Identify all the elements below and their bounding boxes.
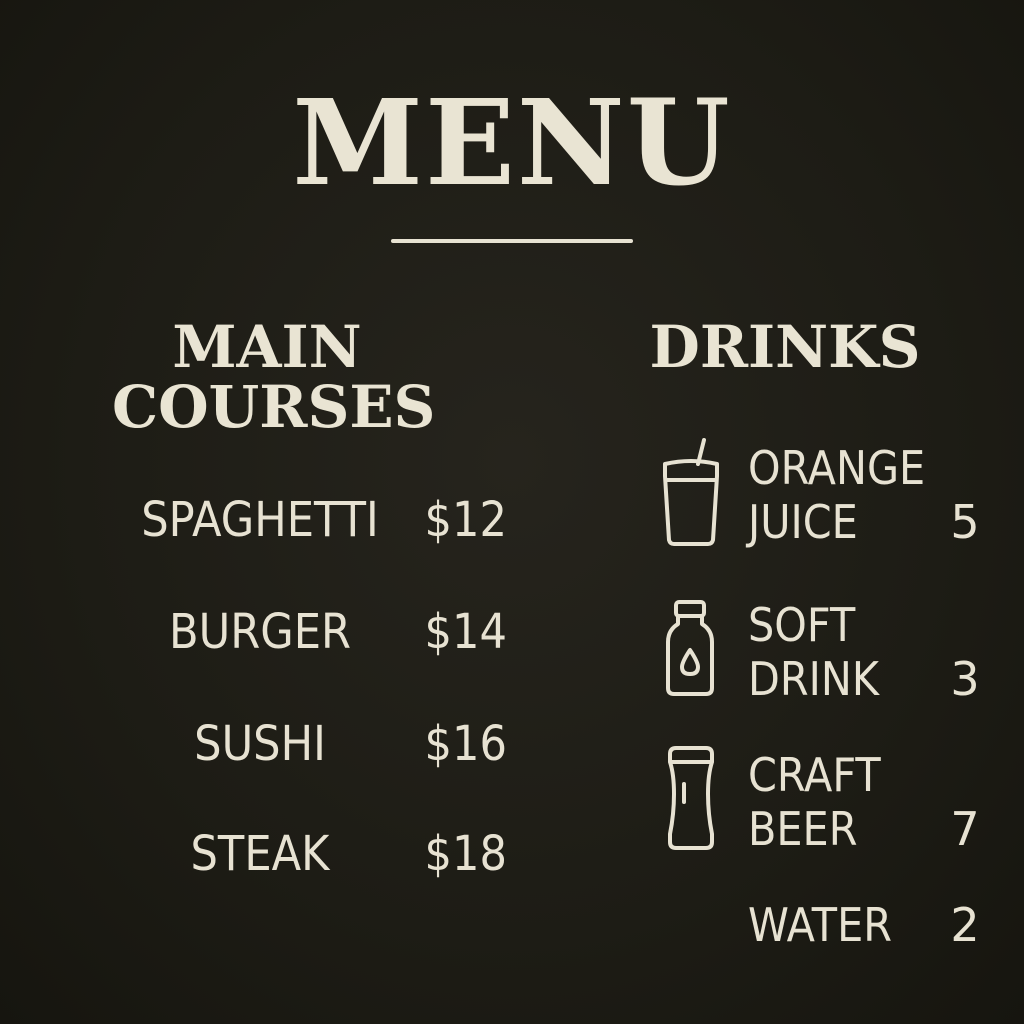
drink-name-line2: BEER	[748, 802, 858, 856]
drink-name-line1: SOFT	[748, 598, 856, 652]
drink-name-line2: DRINK	[748, 652, 879, 706]
title-divider	[391, 239, 633, 243]
dish-name: SPAGHETTI	[141, 492, 379, 548]
dish-price: $16	[424, 716, 507, 772]
dish-name: BURGER	[168, 604, 352, 660]
drink-name-line1: WATER	[748, 898, 892, 952]
drink-name	[748, 441, 926, 549]
drink-price: 3	[950, 652, 980, 706]
dish-name: SUSHI	[194, 716, 326, 772]
drink-name	[748, 748, 910, 856]
bottle-icon	[664, 598, 716, 698]
dish-name: STEAK	[190, 826, 330, 882]
drink-name-line1: CRAFT	[748, 748, 881, 802]
dish-price: $14	[424, 604, 507, 660]
drink-name	[748, 898, 910, 952]
main-courses-heading-line2: COURSES	[112, 373, 436, 441]
drinks-heading: DRINKS	[649, 313, 921, 381]
glass-with-straw-icon	[660, 436, 722, 548]
drink-price: 5	[950, 495, 980, 549]
drink-name	[748, 598, 910, 706]
drink-name-line2: JUICE	[748, 495, 858, 549]
drink-price: 7	[950, 802, 980, 856]
drink-price: 2	[950, 898, 980, 952]
main-courses-heading	[112, 313, 436, 441]
main-courses-heading-line1: MAIN	[172, 313, 362, 381]
beer-glass-icon	[664, 744, 718, 852]
dish-price: $18	[424, 826, 507, 882]
dish-price: $12	[424, 492, 507, 548]
menu-title: MENU	[292, 73, 732, 212]
drink-name-line1: ORANGE	[748, 441, 926, 495]
